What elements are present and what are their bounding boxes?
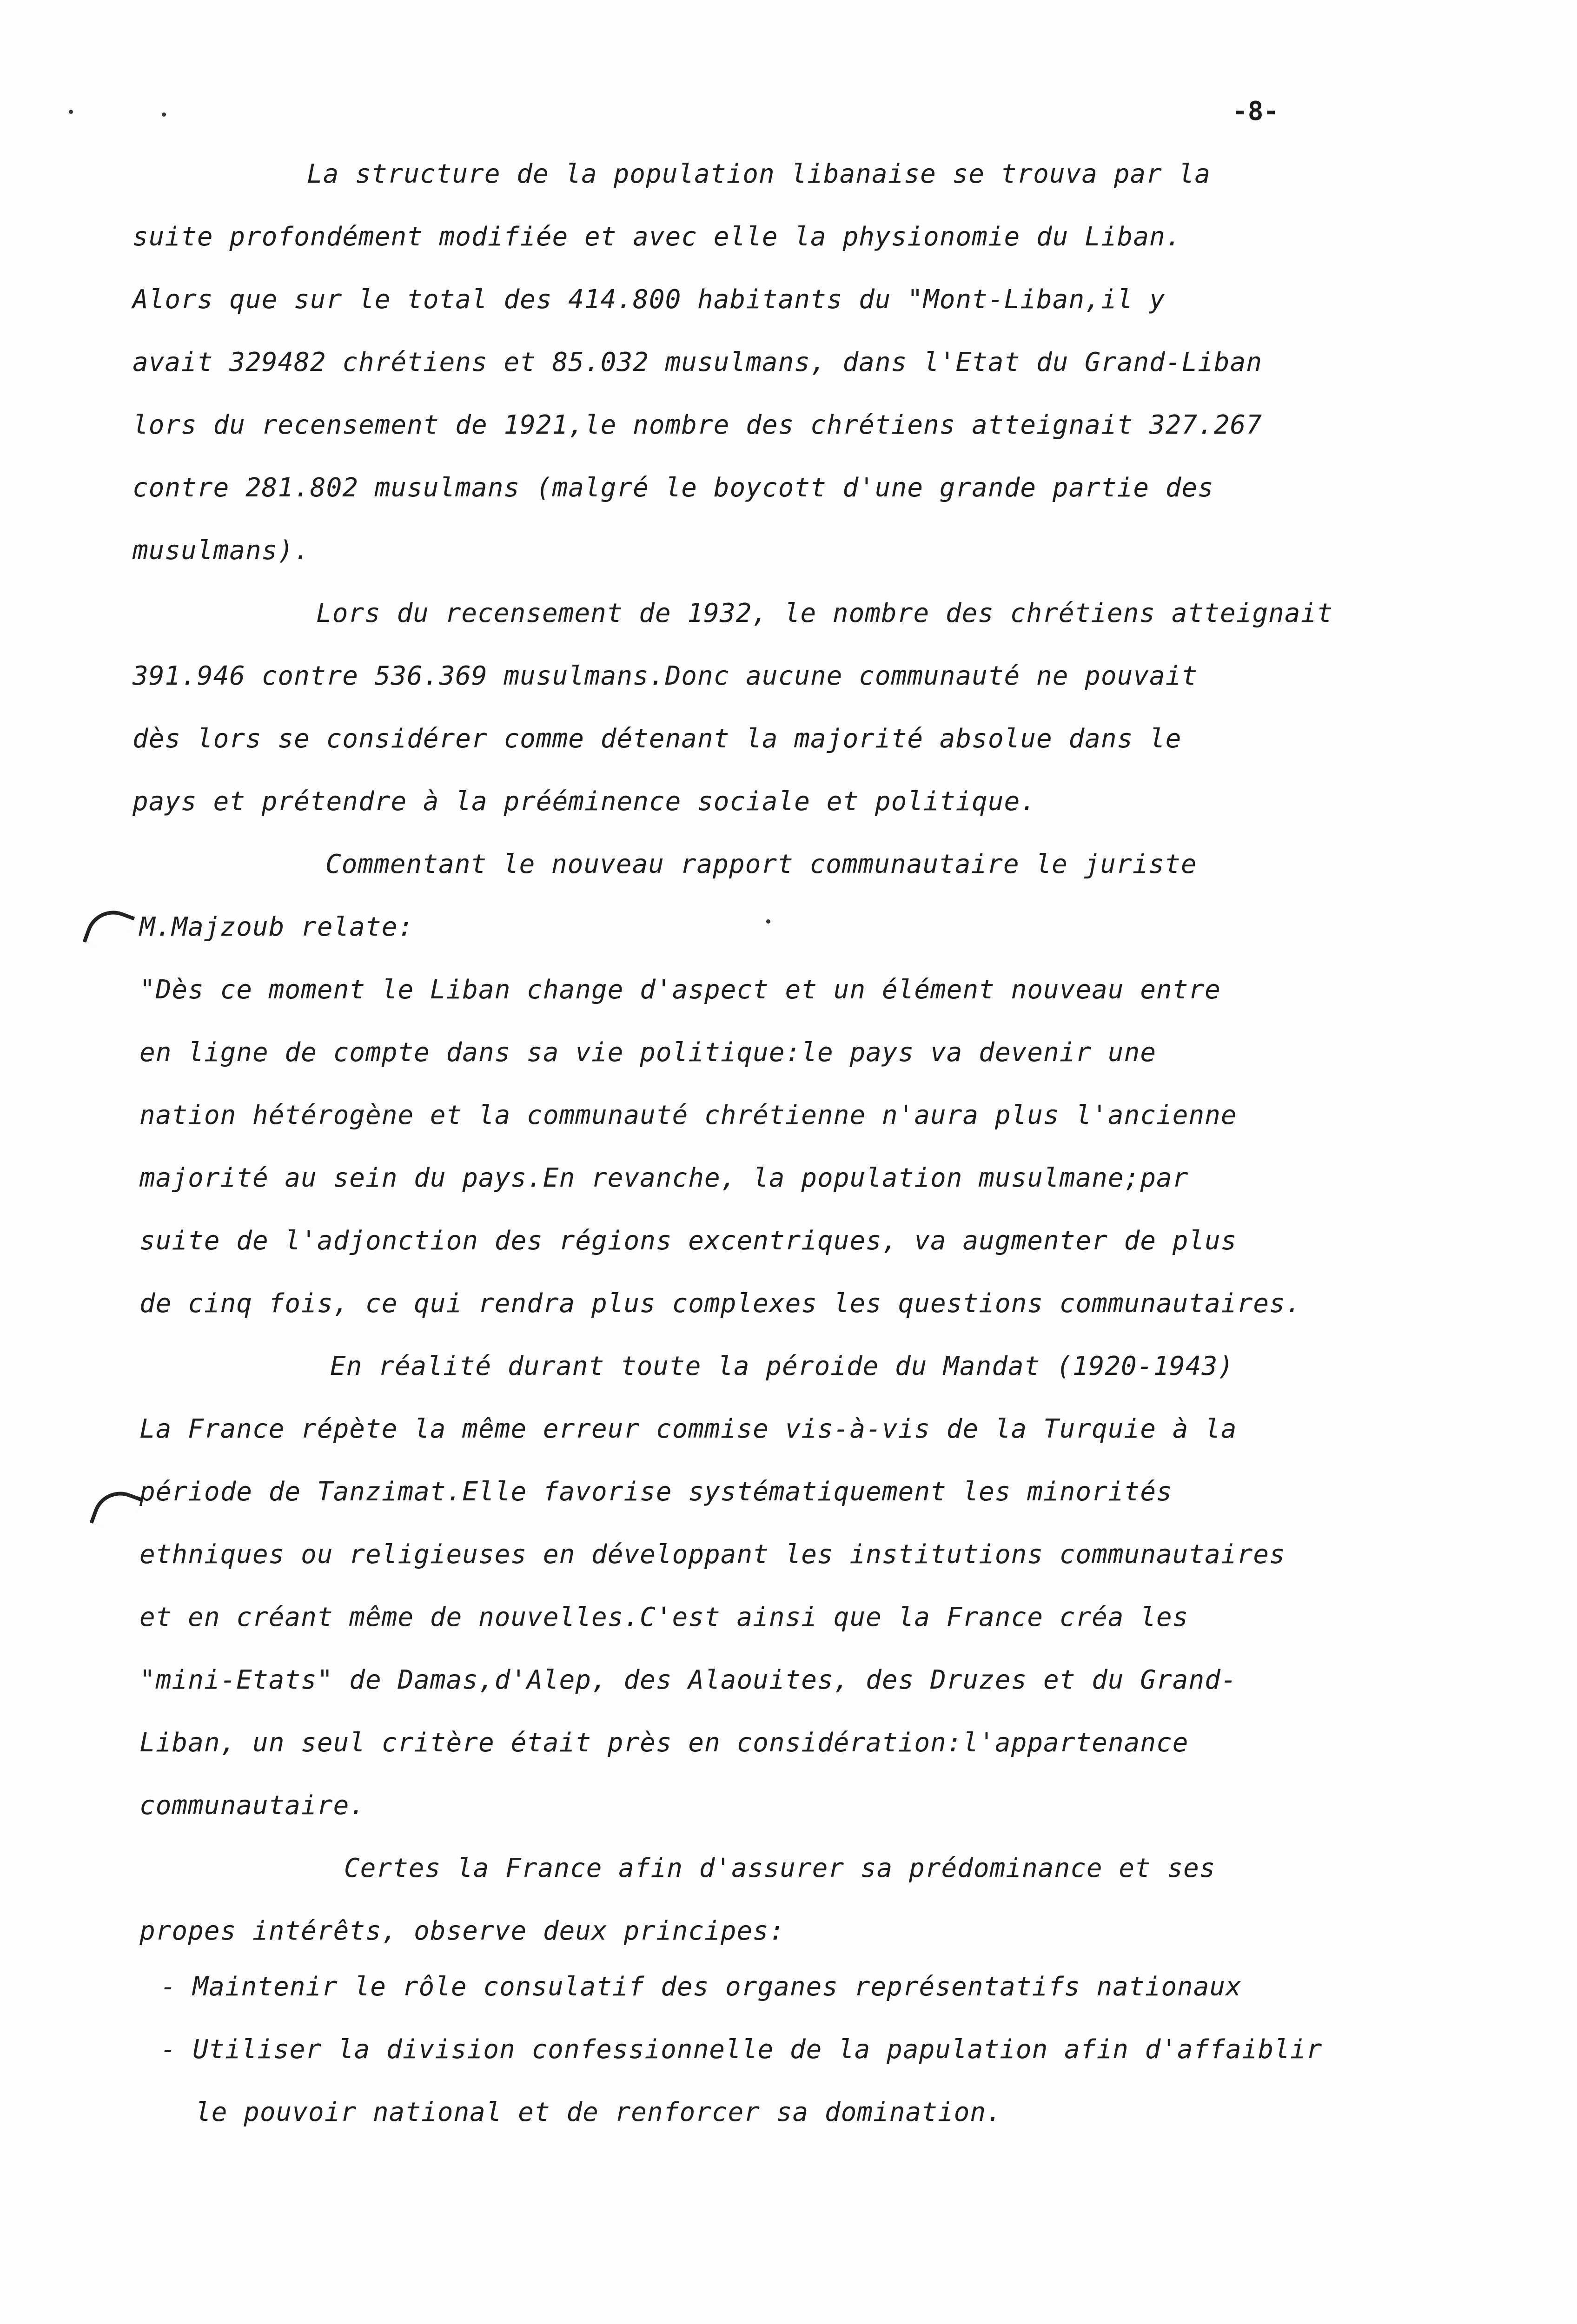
text-line: ethniques ou religieuses en développant les institutions communautaires — [139, 1539, 1285, 1570]
text-line: suite profondément modifiée et avec elle la physionomie du Liban. — [133, 222, 1182, 252]
text-line: 391.946 contre 536.369 musulmans.Donc aucune communauté ne pouvait — [133, 661, 1198, 691]
text-line: "Dès ce moment le Liban change d'aspect et un élément nouveau entre — [139, 975, 1221, 1005]
text-line: et en créant même de nouvelles.C'est ainsi que la France créa les — [139, 1602, 1189, 1632]
text-line: période de Tanzimat.Elle favorise systématiquement les minorités — [139, 1477, 1173, 1507]
text-line: La structure de la population libanaise se trouva par la — [307, 159, 1211, 189]
text-line: Certes la France afin d'assurer sa prédominance et ses — [344, 1853, 1216, 1883]
text-line: La France répète la même erreur commise vis-à-vis de la Turquie à la — [139, 1414, 1237, 1444]
text-line: communautaire. — [139, 1790, 366, 1821]
text-line: Lors du recensement de 1932, le nombre des chrétiens atteignait — [316, 598, 1333, 628]
text-line: "mini-Etats" de Damas,d'Alep, des Alaouites, des Druzes et du Grand- — [139, 1665, 1237, 1695]
text-line: dès lors se considérer comme détenant la majorité absolue dans le — [133, 724, 1182, 754]
text-line: Alors que sur le total des 414.800 habitants du "Mont-Liban,il y — [133, 284, 1166, 315]
margin-bracket-mark — [83, 903, 135, 956]
text-line: majorité au sein du pays.En revanche, la population musulmane;par — [139, 1163, 1189, 1193]
text-line: Commentant le nouveau rapport communautaire le juriste — [325, 849, 1197, 879]
text-line: musulmans). — [133, 535, 310, 566]
text-line: de cinq fois, ce qui rendra plus complexes les questions communautaires. — [139, 1288, 1302, 1319]
text-line: - Maintenir le rôle consulatif des organes représentatifs nationaux — [160, 1972, 1242, 2002]
text-line: propes intérêts, observe deux principes: — [139, 1916, 785, 1946]
scan-speck — [69, 110, 73, 114]
text-line: - Utiliser la division confessionnelle de la papulation afin d'affaiblir — [160, 2034, 1323, 2065]
text-line: M.Majzoub relate: — [139, 912, 414, 942]
scan-speck — [766, 919, 770, 924]
margin-bracket-mark — [90, 1484, 142, 1537]
text-line: En réalité durant toute la péroide du Mandat (1920-1943) — [330, 1351, 1234, 1381]
text-line: nation hétérogène et la communauté chrétienne n'aura plus l'ancienne — [139, 1100, 1237, 1130]
text-line: suite de l'adjonction des régions excentriques, va augmenter de plus — [139, 1226, 1237, 1256]
text-line: avait 329482 chrétiens et 85.032 musulmans, dans l'Etat du Grand-Liban — [133, 347, 1263, 377]
scan-speck — [162, 112, 166, 117]
text-line: en ligne de compte dans sa vie politique:le pays va devenir une — [139, 1037, 1157, 1068]
text-line: contre 281.802 musulmans (malgré le boycott d'une grande partie des — [133, 473, 1214, 503]
text-line: Liban, un seul critère était près en considération:l'appartenance — [139, 1728, 1189, 1758]
text-line: le pouvoir national et de renforcer sa domination. — [195, 2097, 1002, 2127]
text-line: lors du recensement de 1921,le nombre des chrétiens atteignait 327.267 — [133, 410, 1263, 440]
page-number: -8- — [1232, 96, 1279, 126]
text-line: pays et prétendre à la prééminence sociale et politique. — [133, 786, 1037, 817]
